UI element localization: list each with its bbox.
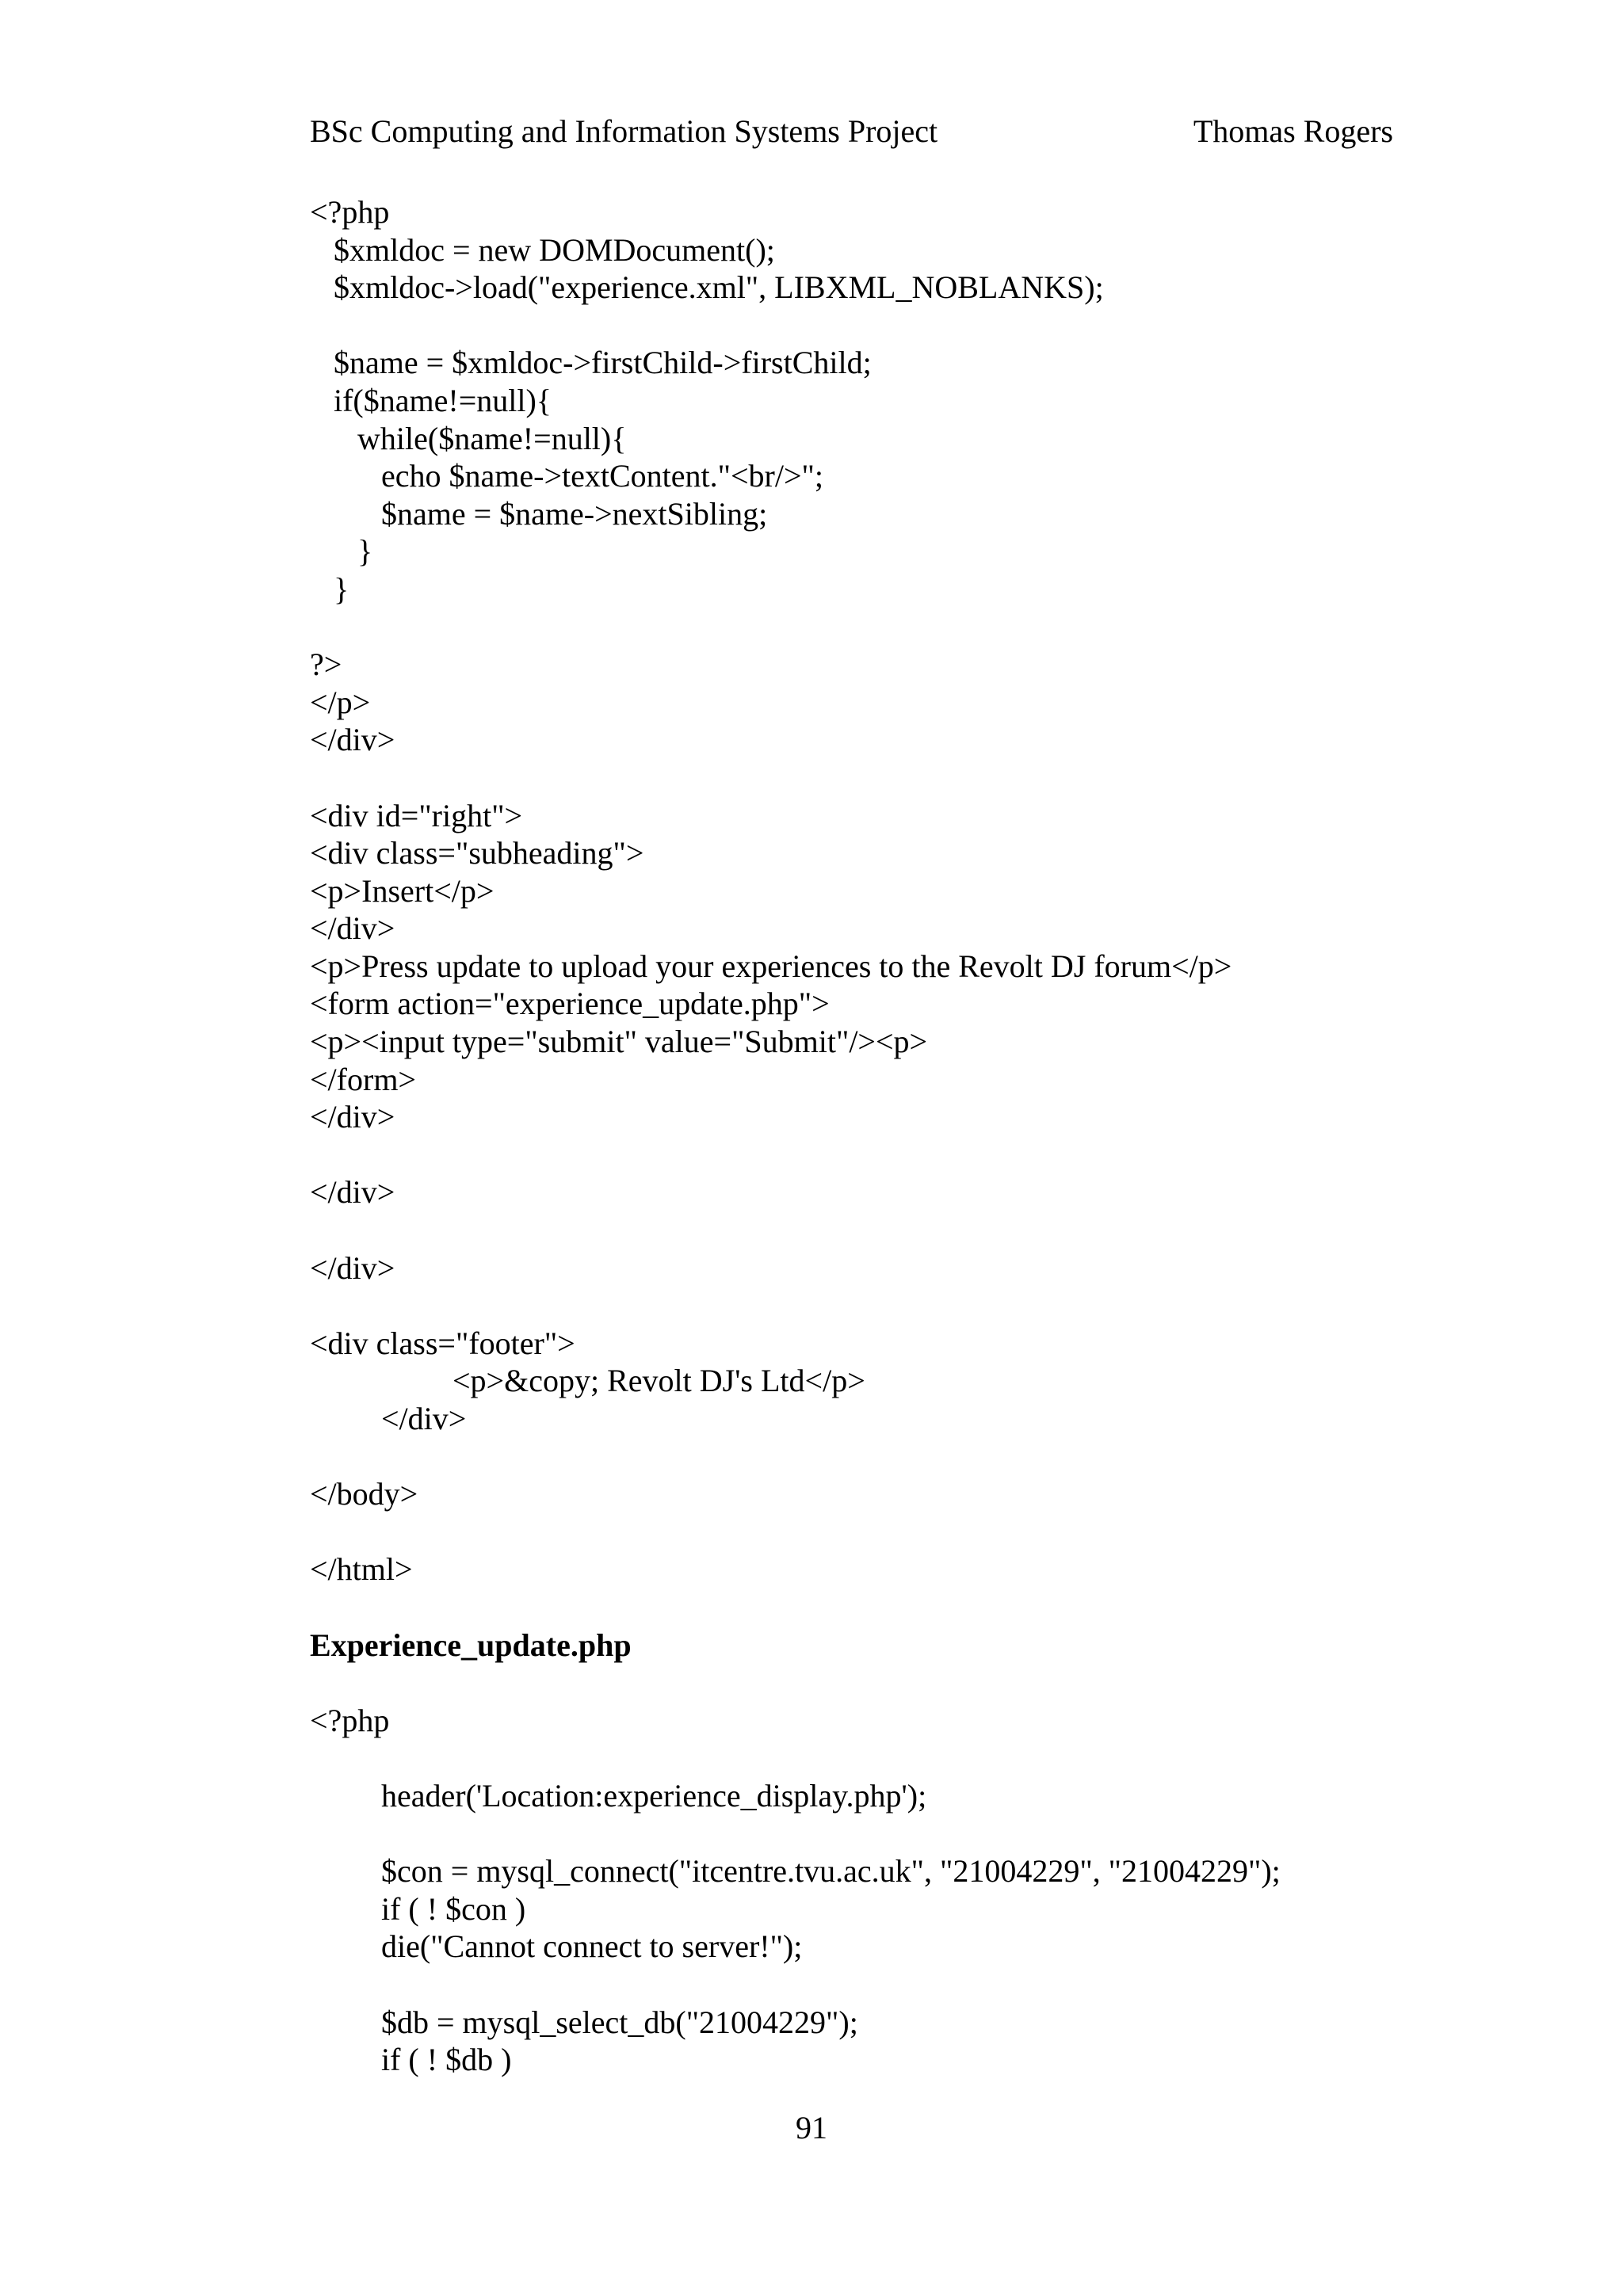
code-line: </div>	[310, 910, 395, 947]
code-line: <p><input type="submit" value="Submit"/><p>	[310, 1024, 928, 1060]
code-line: </div>	[310, 1249, 395, 1286]
code-line: <form action="experience_update.php">	[310, 986, 830, 1022]
code-line: $xmldoc = new DOMDocument();	[310, 231, 775, 268]
code-listing	[310, 193, 1419, 2079]
code-line: <p>Press update to upload your experiences to the Revolt DJ forum</p>	[310, 948, 1232, 984]
code-line: </body>	[310, 1476, 418, 1512]
code-line: <div class="subheading">	[310, 835, 644, 871]
code-line: <?php	[310, 1702, 390, 1738]
code-line: if($name!=null){	[310, 382, 552, 418]
code-line: if ( ! $db )	[310, 2042, 512, 2078]
code-line: </div>	[310, 1401, 467, 1436]
code-line: echo $name->textContent."<br/>";	[310, 458, 823, 494]
code-line: </form>	[310, 1061, 416, 1097]
blank-line	[310, 1438, 1419, 1476]
blank-line	[310, 759, 1419, 797]
blank-line	[310, 1287, 1419, 1325]
blank-line	[310, 307, 1419, 345]
code-line: }	[310, 570, 349, 607]
section-heading: Experience_update.php	[310, 1627, 632, 1663]
blank-line	[310, 1513, 1419, 1551]
code-line: die("Cannot connect to server!");	[310, 1928, 803, 1965]
blank-line	[310, 1966, 1419, 2004]
code-line: while($name!=null){	[310, 420, 627, 456]
code-line: </div>	[310, 722, 395, 758]
blank-line	[310, 1211, 1419, 1249]
code-line: <div class="footer">	[310, 1325, 575, 1361]
header-project-title: BSc Computing and Information Systems Project	[310, 113, 938, 149]
code-line: $name = $name->nextSibling;	[310, 495, 768, 532]
blank-line	[310, 608, 1419, 646]
code-line: if ( ! $con )	[310, 1890, 526, 1927]
code-line: $name = $xmldoc->firstChild->firstChild;	[310, 345, 872, 381]
code-line: <div id="right">	[310, 797, 523, 833]
blank-line	[310, 1136, 1419, 1174]
code-line: }	[310, 533, 373, 570]
code-line: </html>	[310, 1551, 413, 1588]
code-line: </div>	[310, 1099, 395, 1135]
blank-line	[310, 1664, 1419, 1702]
code-line: <p>Insert</p>	[310, 872, 495, 909]
blank-line	[310, 1589, 1419, 1627]
code-line: $db = mysql_select_db("21004229");	[310, 2004, 858, 2040]
code-line: $xmldoc->load("experience.xml", LIBXML_NOBLANKS);	[310, 269, 1104, 306]
code-line: <?php	[310, 194, 390, 230]
code-line: header('Location:experience_display.php');	[310, 1777, 927, 1814]
page-number: 91	[796, 2110, 827, 2145]
code-line: ?>	[310, 646, 342, 683]
header-author: Thomas Rogers	[1193, 113, 1393, 149]
code-line: </div>	[310, 1174, 395, 1211]
blank-line	[310, 1815, 1419, 1853]
code-line: <p>&copy; Revolt DJ's Ltd</p>	[310, 1363, 865, 1399]
blank-line	[310, 1739, 1419, 1777]
code-line: $con = mysql_connect("itcentre.tvu.ac.uk", "21004229", "21004229");	[310, 1853, 1281, 1890]
code-line: </p>	[310, 684, 371, 720]
